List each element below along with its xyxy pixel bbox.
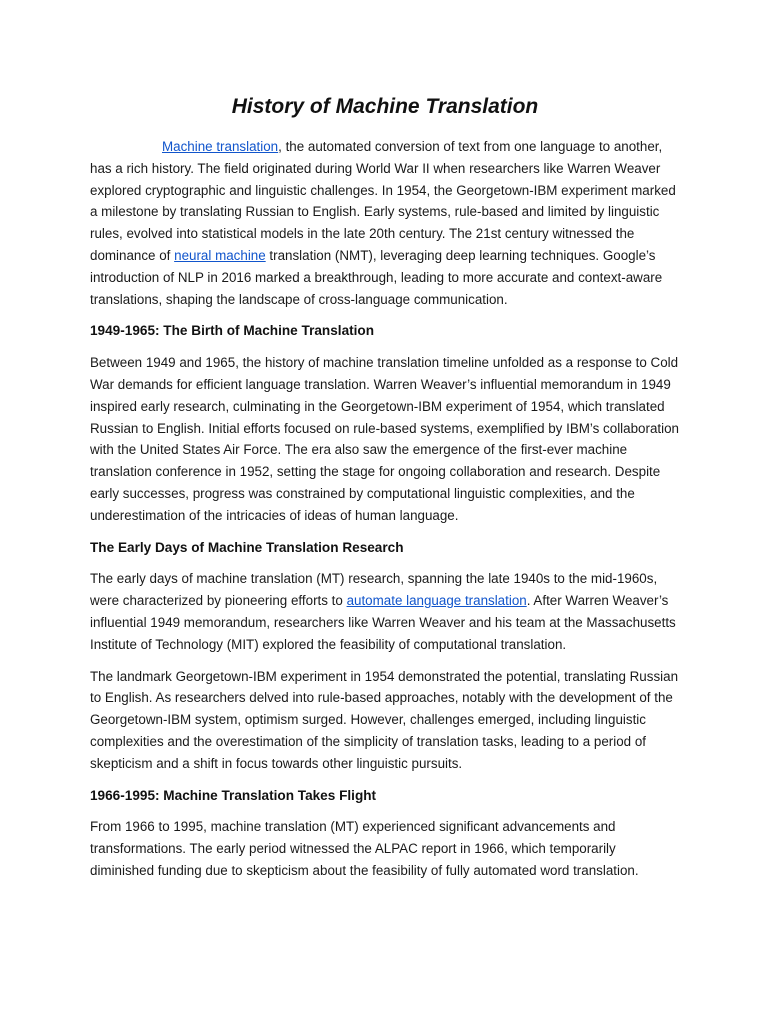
intro-paragraph xyxy=(90,136,680,310)
section-heading-early-days: The Early Days of Machine Translation Research xyxy=(90,539,404,555)
section-heading-birth: 1949-1965: The Birth of Machine Translation xyxy=(90,323,375,339)
section-heading-takes-flight: 1966-1995: Machine Translation Takes Flight xyxy=(90,787,377,803)
intro-text-part-1: , the automated conversion of text from one language to another, has a rich history. The field originated during World War II when researchers like Warren Weaver explored cryptographic and linguistic challenges. In 1954, the Georgetown-IBM experiment marked a milestone by translating Russian to English. Early systems, rule-based and limited by linguistic rules, evolved into statistical models in the late 20th century. The 21st century witnessed the dominance of xyxy=(90,139,676,263)
early-days-text-part-1: The early days of machine translation (MT) research, spanning the late 1940s to the mid-1960s, were characterized by pioneering efforts to xyxy=(90,571,658,609)
machine-translation-link[interactable]: Machine translation xyxy=(162,139,279,154)
section-early-days-paragraph-1 xyxy=(90,568,680,655)
early-days-text-part-2: . After Warren Weaver’s influential 1949 memorandum, researchers like Warren Weaver and his team at the Massachusetts Institute of Technology (MIT) explored the feasibility of computational translation. xyxy=(90,593,676,652)
document-body xyxy=(90,92,680,892)
intro-text-part-2: translation (NMT), leveraging deep learning techniques. Google’s introduction of NLP in 2016 marked a breakthrough, leading to more accurate and context-aware translations, shaping the landscape of cross-language communication. xyxy=(90,247,663,307)
document-title: History of Machine Translation xyxy=(231,95,539,118)
automate-language-translation-link[interactable]: automate language translation xyxy=(346,593,527,609)
section-early-days-paragraph-2: The landmark Georgetown-IBM experiment in 1954 demonstrated the potential, translating Russian to English. As researchers delved into rule-based approaches, notably with the development of the Georgetown-IBM system, optimism surged. However, challenges emerged, including linguistic complexities and the overestimation of the simplicity of translation tasks, leading to a period of skepticism and a shift in focus towards other linguistic pursuits. xyxy=(90,668,679,771)
section-birth-paragraph: Between 1949 and 1965, the history of machine translation timeline unfolded as a response to Cold War demands for efficient language translation. Warren Weaver’s influential memorandum in 1949 inspired early research, culminating in the Georgetown-IBM experiment of 1954, which translated Russian to English. Initial efforts focused on rule-based systems, exemplified by IBM’s collaboration with the United States Air Force. The era also saw the emergence of the first-ever machine translation conference in 1952, setting the stage for ongoing collaboration and research. Despite early successes, progress was constrained by computational linguistic complexities, and the underestimation of the intricacies of ideas of human language. xyxy=(90,355,679,523)
section-takes-flight-paragraph: From 1966 to 1995, machine translation (MT) experienced significant advancements and transformations. The early period witnessed the ALPAC report in 1966, which temporarily diminished funding due to skepticism about the feasibility of fully automated word translation. xyxy=(90,819,639,878)
neural-machine-link[interactable]: neural machine xyxy=(174,247,266,263)
